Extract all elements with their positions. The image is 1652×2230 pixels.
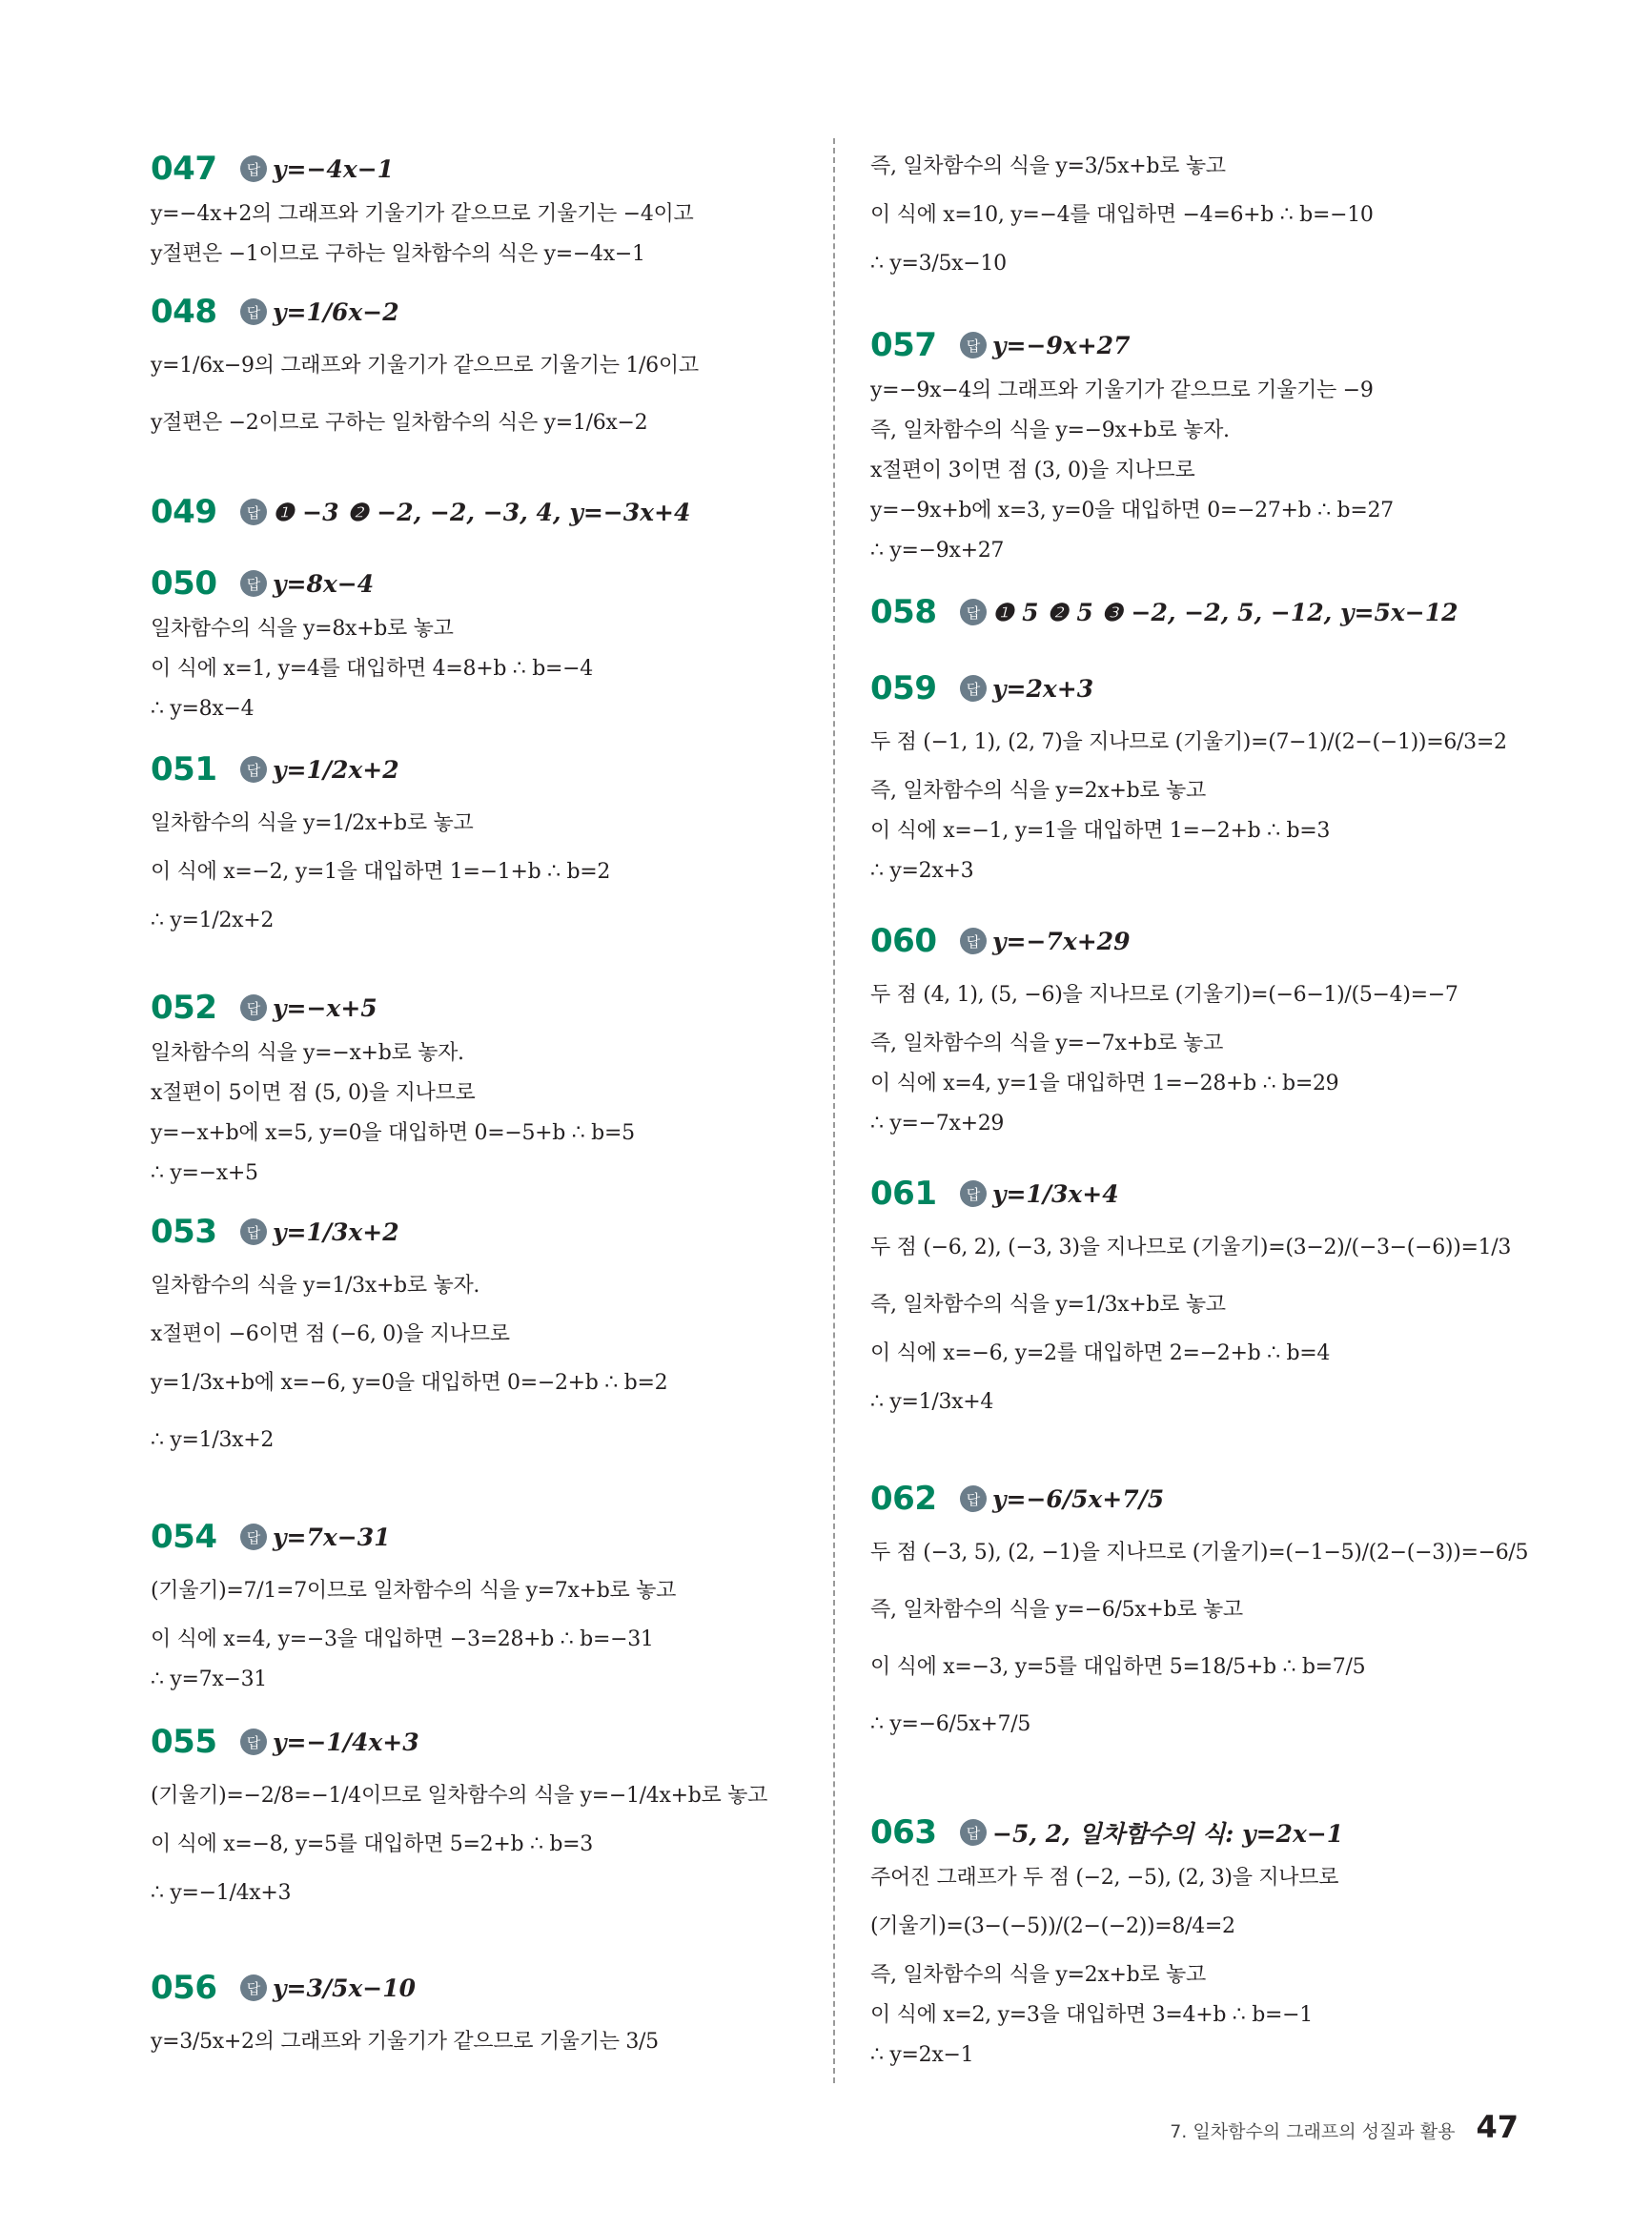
problem-number: 048 xyxy=(151,293,217,331)
problem-number: 055 xyxy=(151,1723,217,1761)
solution-line: y절편은 −1이므로 구하는 일차함수의 식은 y=−4x−1 xyxy=(151,242,645,266)
answer-text: y=−6/5x+7/5 xyxy=(992,1484,1165,1513)
answer-badge: 답 xyxy=(240,1524,267,1550)
solution-line: y=−9x+b에 x=3, y=0을 대입하면 0=−27+b ∴ b=27 xyxy=(870,499,1394,522)
problem-number: 056 xyxy=(151,1969,217,2007)
problem-continuation xyxy=(870,138,1538,293)
answer-text: y=1/3x+2 xyxy=(273,1217,399,1246)
problem-header xyxy=(151,982,818,1033)
solution-line: 이 식에 x=−3, y=5를 대입하면 5=18/5+b ∴ b=7/5 xyxy=(870,1655,1366,1679)
solution-line: (기울기)=−2/8=−1/4이므로 일차함수의 식을 y=−1/4x+b로 놓고 xyxy=(151,1784,768,1808)
problem-header xyxy=(151,143,818,194)
problem-header xyxy=(870,1807,1538,1858)
solution-line: y절편은 −2이므로 구하는 일차함수의 식은 y=1/6x−2 xyxy=(151,411,648,435)
solution-line: 즉, 일차함수의 식을 y=2x+b로 놓고 xyxy=(870,1963,1206,1987)
answer-text: y=−4x−1 xyxy=(273,154,395,183)
solution-line: 일차함수의 식을 y=−x+b로 놓자. xyxy=(151,1041,464,1065)
answer-badge: 답 xyxy=(240,1218,267,1245)
solution-line: ∴ y=−x+5 xyxy=(151,1161,258,1185)
answer-badge: 답 xyxy=(240,298,267,325)
column-divider xyxy=(833,138,835,2083)
problem-header xyxy=(151,1206,818,1258)
answer-badge: 답 xyxy=(240,756,267,783)
problem-header xyxy=(870,1168,1538,1219)
problem-number: 061 xyxy=(870,1175,937,1213)
solution-line: ∴ y=2x+3 xyxy=(870,859,974,883)
problem-051 xyxy=(151,744,818,950)
answer-text: ❶ 5 ❷ 5 ❸ −2, −2, 5, −12, y=5x−12 xyxy=(992,598,1458,626)
solution-line: ∴ y=1/3x+4 xyxy=(870,1390,994,1414)
answer-badge: 답 xyxy=(960,1819,987,1846)
solution-line: y=−9x−4의 그래프와 기울기가 같으므로 기울기는 −9 xyxy=(870,378,1374,402)
problem-number: 062 xyxy=(870,1480,937,1518)
problem-header xyxy=(151,1716,818,1768)
solution-line: 즉, 일차함수의 식을 y=−9x+b로 놓자. xyxy=(870,419,1230,442)
answer-text: y=−9x+27 xyxy=(992,331,1131,359)
answer-badge: 답 xyxy=(240,499,267,525)
answer-text: y=−x+5 xyxy=(273,993,377,1022)
solution-line: ∴ y=3/5x−10 xyxy=(870,252,1007,276)
solution-line: 이 식에 x=2, y=3을 대입하면 3=4+b ∴ b=−1 xyxy=(870,2003,1313,2027)
solution-line: ∴ y=−7x+29 xyxy=(870,1112,1005,1135)
answer-text: y=−1/4x+3 xyxy=(273,1728,419,1756)
solution-line: 즉, 일차함수의 식을 y=−6/5x+b로 놓고 xyxy=(870,1598,1243,1622)
answer-text: −5, 2, 일차함수의 식: y=2x−1 xyxy=(992,1820,1344,1848)
problem-number: 060 xyxy=(870,922,937,960)
solution-line: (기울기)=7/1=7이므로 일차함수의 식을 y=7x+b로 놓고 xyxy=(151,1579,677,1603)
solution-line: y=1/6x−9의 그래프와 기울기가 같으므로 기울기는 1/6이고 xyxy=(151,354,699,378)
solution-line: (기울기)=(3−(−5))/(2−(−2))=8/4=2 xyxy=(870,1914,1235,1938)
answer-text: y=7x−31 xyxy=(273,1523,391,1551)
problem-header xyxy=(151,486,818,538)
solution-line: 일차함수의 식을 y=1/2x+b로 놓고 xyxy=(151,811,474,835)
problem-header xyxy=(870,586,1538,638)
problem-header xyxy=(151,744,818,795)
problem-056 xyxy=(151,1962,818,2071)
answer-text: y=2x+3 xyxy=(992,674,1094,703)
solution-line: 두 점 (−3, 5), (2, −1)을 지나므로 (기울기)=(−1−5)/(2−(−3))=−6/5 xyxy=(870,1541,1529,1565)
problem-number: 051 xyxy=(151,750,217,788)
solution-line: y=1/3x+b에 x=−6, y=0을 대입하면 0=−2+b ∴ b=2 xyxy=(151,1371,668,1395)
problem-number: 049 xyxy=(151,493,217,531)
problem-header xyxy=(151,286,818,338)
problem-049 xyxy=(151,486,818,538)
problem-063 xyxy=(870,1807,1538,2076)
problem-057 xyxy=(870,319,1538,571)
problem-header xyxy=(870,915,1538,967)
problem-number: 059 xyxy=(870,669,937,707)
answer-badge: 답 xyxy=(240,155,267,182)
solution-line: 일차함수의 식을 y=8x+b로 놓고 xyxy=(151,617,454,641)
problem-number: 063 xyxy=(870,1813,937,1852)
solution-line: 이 식에 x=1, y=4를 대입하면 4=8+b ∴ b=−4 xyxy=(151,657,593,681)
solution-line: ∴ y=−6/5x+7/5 xyxy=(870,1712,1031,1736)
answer-text: ❶ −3 ❷ −2, −2, −3, 4, y=−3x+4 xyxy=(273,498,691,526)
problem-header xyxy=(151,558,818,609)
answer-text: y=1/2x+2 xyxy=(273,755,399,784)
answer-text: y=3/5x−10 xyxy=(273,1974,417,2002)
solution-line: 이 식에 x=−2, y=1을 대입하면 1=−1+b ∴ b=2 xyxy=(151,860,611,884)
solution-line: 일차함수의 식을 y=1/3x+b로 놓자. xyxy=(151,1274,480,1298)
solution-line: 이 식에 x=−8, y=5를 대입하면 5=2+b ∴ b=3 xyxy=(151,1832,593,1856)
solution-line: 즉, 일차함수의 식을 y=−7x+b로 놓고 xyxy=(870,1032,1224,1055)
answer-text: y=8x−4 xyxy=(273,569,375,598)
problem-054 xyxy=(151,1511,818,1700)
solution-line: 즉, 일차함수의 식을 y=1/3x+b로 놓고 xyxy=(870,1293,1226,1317)
problem-058 xyxy=(870,586,1538,638)
problem-number: 054 xyxy=(151,1518,217,1556)
problem-061 xyxy=(870,1168,1538,1431)
problem-053 xyxy=(151,1206,818,1469)
solution-line: ∴ y=8x−4 xyxy=(151,697,255,721)
solution-line: 이 식에 x=−6, y=2를 대입하면 2=−2+b ∴ b=4 xyxy=(870,1341,1331,1365)
answer-badge: 답 xyxy=(240,570,267,597)
problem-059 xyxy=(870,663,1538,891)
problem-052 xyxy=(151,982,818,1194)
problem-062 xyxy=(870,1473,1538,1753)
problem-050 xyxy=(151,558,818,729)
answer-badge: 답 xyxy=(960,1180,987,1207)
solution-line: 즉, 일차함수의 식을 y=3/5x+b로 놓고 xyxy=(870,154,1226,178)
answer-badge: 답 xyxy=(960,928,987,954)
answer-badge: 답 xyxy=(960,1485,987,1512)
problem-header xyxy=(151,1962,818,2014)
answer-badge: 답 xyxy=(240,994,267,1021)
answer-badge: 답 xyxy=(960,332,987,358)
problem-header xyxy=(870,663,1538,714)
solution-line: 이 식에 x=10, y=−4를 대입하면 −4=6+b ∴ b=−10 xyxy=(870,203,1374,227)
answer-badge: 답 xyxy=(960,599,987,625)
solution-line: ∴ y=2x−1 xyxy=(870,2043,974,2067)
answer-text: y=1/6x−2 xyxy=(273,297,399,326)
solution-line: 두 점 (−1, 1), (2, 7)을 지나므로 (기울기)=(7−1)/(2−(−1))=6/3=2 xyxy=(870,730,1507,754)
answer-text: y=1/3x+4 xyxy=(992,1179,1119,1208)
answer-badge: 답 xyxy=(240,1974,267,2001)
problem-header xyxy=(870,319,1538,371)
problem-number: 047 xyxy=(151,150,217,188)
problem-047 xyxy=(151,143,818,275)
solution-line: 두 점 (4, 1), (5, −6)을 지나므로 (기울기)=(−6−1)/(5−4)=−7 xyxy=(870,983,1458,1007)
solution-line: x절편이 −6이면 점 (−6, 0)을 지나므로 xyxy=(151,1322,510,1346)
problem-number: 050 xyxy=(151,564,217,603)
solution-line: 이 식에 x=−1, y=1을 대입하면 1=−2+b ∴ b=3 xyxy=(870,819,1331,843)
problem-number: 052 xyxy=(151,989,217,1027)
solution-line: y=−4x+2의 그래프와 기울기가 같으므로 기울기는 −4이고 xyxy=(151,202,694,226)
solution-line: x절편이 5이면 점 (5, 0)을 지나므로 xyxy=(151,1081,476,1105)
answer-badge: 답 xyxy=(960,675,987,702)
solution-line: ∴ y=−9x+27 xyxy=(870,539,1005,563)
solution-line: ∴ y=−1/4x+3 xyxy=(151,1881,292,1905)
problem-number: 057 xyxy=(870,326,937,364)
problem-048 xyxy=(151,286,818,452)
problem-number: 058 xyxy=(870,593,937,631)
solution-line: y=−x+b에 x=5, y=0을 대입하면 0=−5+b ∴ b=5 xyxy=(151,1121,635,1145)
problem-055 xyxy=(151,1716,818,1922)
solution-line: 주어진 그래프가 두 점 (−2, −5), (2, 3)을 지나므로 xyxy=(870,1866,1339,1890)
page-number: 47 xyxy=(1476,2109,1519,2145)
solution-line: y=3/5x+2의 그래프와 기울기가 같으므로 기울기는 3/5 xyxy=(151,2030,659,2054)
problem-header xyxy=(870,1473,1538,1524)
problem-header xyxy=(151,1511,818,1563)
solution-line: 즉, 일차함수의 식을 y=2x+b로 놓고 xyxy=(870,779,1206,803)
answer-text: y=−7x+29 xyxy=(992,927,1131,955)
solution-line: x절편이 3이면 점 (3, 0)을 지나므로 xyxy=(870,459,1195,482)
solution-line: 이 식에 x=4, y=1을 대입하면 1=−28+b ∴ b=29 xyxy=(870,1072,1339,1095)
problem-060 xyxy=(870,915,1538,1144)
solution-line: ∴ y=1/3x+2 xyxy=(151,1428,275,1452)
solution-line: 이 식에 x=4, y=−3을 대입하면 −3=28+b ∴ b=−31 xyxy=(151,1627,654,1651)
solution-line: ∴ y=7x−31 xyxy=(151,1667,267,1691)
solution-line: 두 점 (−6, 2), (−3, 3)을 지나므로 (기울기)=(3−2)/(−3−(−6))=1/3 xyxy=(870,1236,1512,1259)
problem-number: 053 xyxy=(151,1213,217,1251)
page-footer xyxy=(1170,2109,1519,2145)
chapter-title: 7. 일차함수의 그래프의 성질과 활용 xyxy=(1170,2121,1456,2142)
solution-line: ∴ y=1/2x+2 xyxy=(151,909,275,932)
answer-badge: 답 xyxy=(240,1729,267,1755)
